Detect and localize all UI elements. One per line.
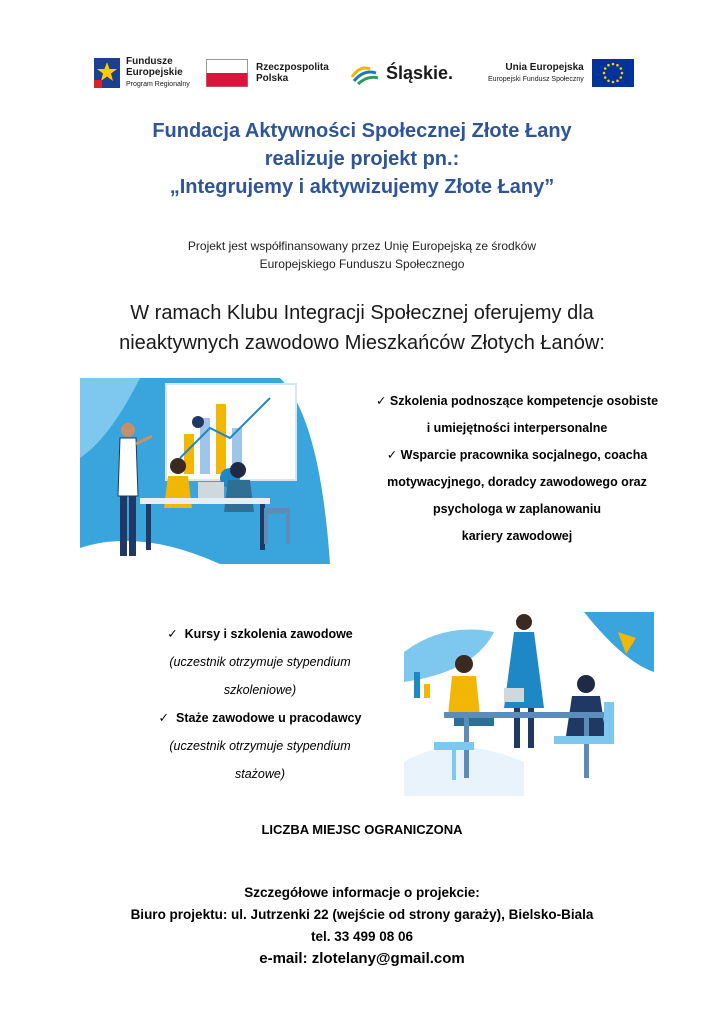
- contact-heading: Szczegółowe informacje o projekcie:: [244, 885, 480, 900]
- check-icon: ✓: [158, 711, 170, 725]
- subtitle-line1: Projekt jest współfinansowany przez Unię Europejską ze środków: [187, 239, 537, 253]
- offer1-line5: psychologa w zaplanowaniu: [432, 502, 602, 516]
- offer2-item-1: [120, 620, 400, 648]
- unia-europejska-logo: [488, 44, 634, 102]
- offer1-item-1: [328, 388, 706, 415]
- offer2-a1: Kursy i szkolenia zawodowe: [184, 627, 353, 641]
- offer1-item-2: [328, 442, 706, 469]
- limited-places-notice: LICZBA MIEJSC OGRANICZONA: [261, 822, 463, 837]
- offer2-b2: (uczestnik otrzymuje stypendium: [169, 739, 351, 753]
- slaskie-waves-icon: [350, 61, 380, 85]
- logo-bar: [88, 44, 640, 102]
- lead-text: [30, 298, 694, 358]
- lead-line2: nieaktywnych zawodowo Mieszkańców Złotych Łanów:: [119, 332, 605, 354]
- offer2-b1: Staże zawodowe u pracodawcy: [175, 711, 362, 725]
- offer1-line6: kariery zawodowej: [461, 529, 573, 543]
- slaskie-logo: [350, 44, 453, 102]
- offer1-line3: Wsparcie pracownika socjalnego, coacha: [400, 448, 648, 462]
- offer2-a3: szkoleniowe): [223, 683, 297, 697]
- subtitle-line2: Europejskiego Funduszu Społecznego: [259, 257, 465, 271]
- contact-phone: tel. 33 499 08 06: [310, 929, 414, 944]
- offer1-line4: motywacyjnego, doradcy zawodowego oraz: [387, 475, 647, 489]
- presentation-illustration: [80, 378, 330, 564]
- fe-line3: Program Regionalny: [126, 81, 190, 88]
- rp-line1: Rzeczpospolita: [256, 62, 329, 73]
- slaskie-text: Śląskie.: [386, 62, 454, 83]
- lead-line1: W ramach Klubu Integracji Społecznej oferujemy dla: [130, 302, 594, 324]
- offer2-b3: stażowe): [234, 767, 286, 781]
- offer-list-2: [120, 620, 400, 788]
- meeting-illustration: [404, 612, 654, 796]
- polish-flag-icon: [206, 59, 248, 87]
- offer1-line2: i umiejętności interpersonalne: [426, 421, 608, 435]
- rzeczpospolita-polska-logo: [206, 44, 329, 102]
- check-icon: ✓: [386, 448, 398, 462]
- fe-line2: Europejskie: [126, 67, 183, 78]
- offer-list-1: [328, 388, 706, 550]
- project-title: [40, 117, 684, 201]
- contact-info: [40, 882, 684, 970]
- fe-line1: Fundusze: [126, 56, 173, 67]
- title-line2: realizuje projekt pn.:: [264, 148, 460, 170]
- fundusze-europejskie-logo: [94, 44, 190, 102]
- fe-star-icon: [94, 58, 120, 88]
- title-line3: „Integrujemy i aktywizujemy Złote Łany”: [169, 176, 555, 198]
- funding-note: [60, 237, 664, 273]
- rp-line2: Polska: [256, 73, 289, 84]
- offer1-line1: Szkolenia podnoszące kompetencje osobiste: [389, 394, 659, 408]
- title-line1: Fundacja Aktywności Społecznej Złote Łany: [152, 120, 572, 142]
- contact-email: e-mail: zlotelany@gmail.com: [259, 950, 465, 967]
- contact-address: Biuro projektu: ul. Jutrzenki 22 (wejście od strony garaży), Bielsko-Biala: [130, 907, 594, 922]
- check-icon: ✓: [375, 394, 387, 408]
- offer2-item-2: [120, 704, 400, 732]
- ue-line1: Unia Europejska: [505, 61, 584, 73]
- eu-flag-icon: [592, 59, 634, 87]
- offer2-a2: (uczestnik otrzymuje stypendium: [169, 655, 351, 669]
- check-icon: ✓: [167, 627, 178, 641]
- ue-line2: Europejski Fundusz Społeczny: [488, 75, 584, 83]
